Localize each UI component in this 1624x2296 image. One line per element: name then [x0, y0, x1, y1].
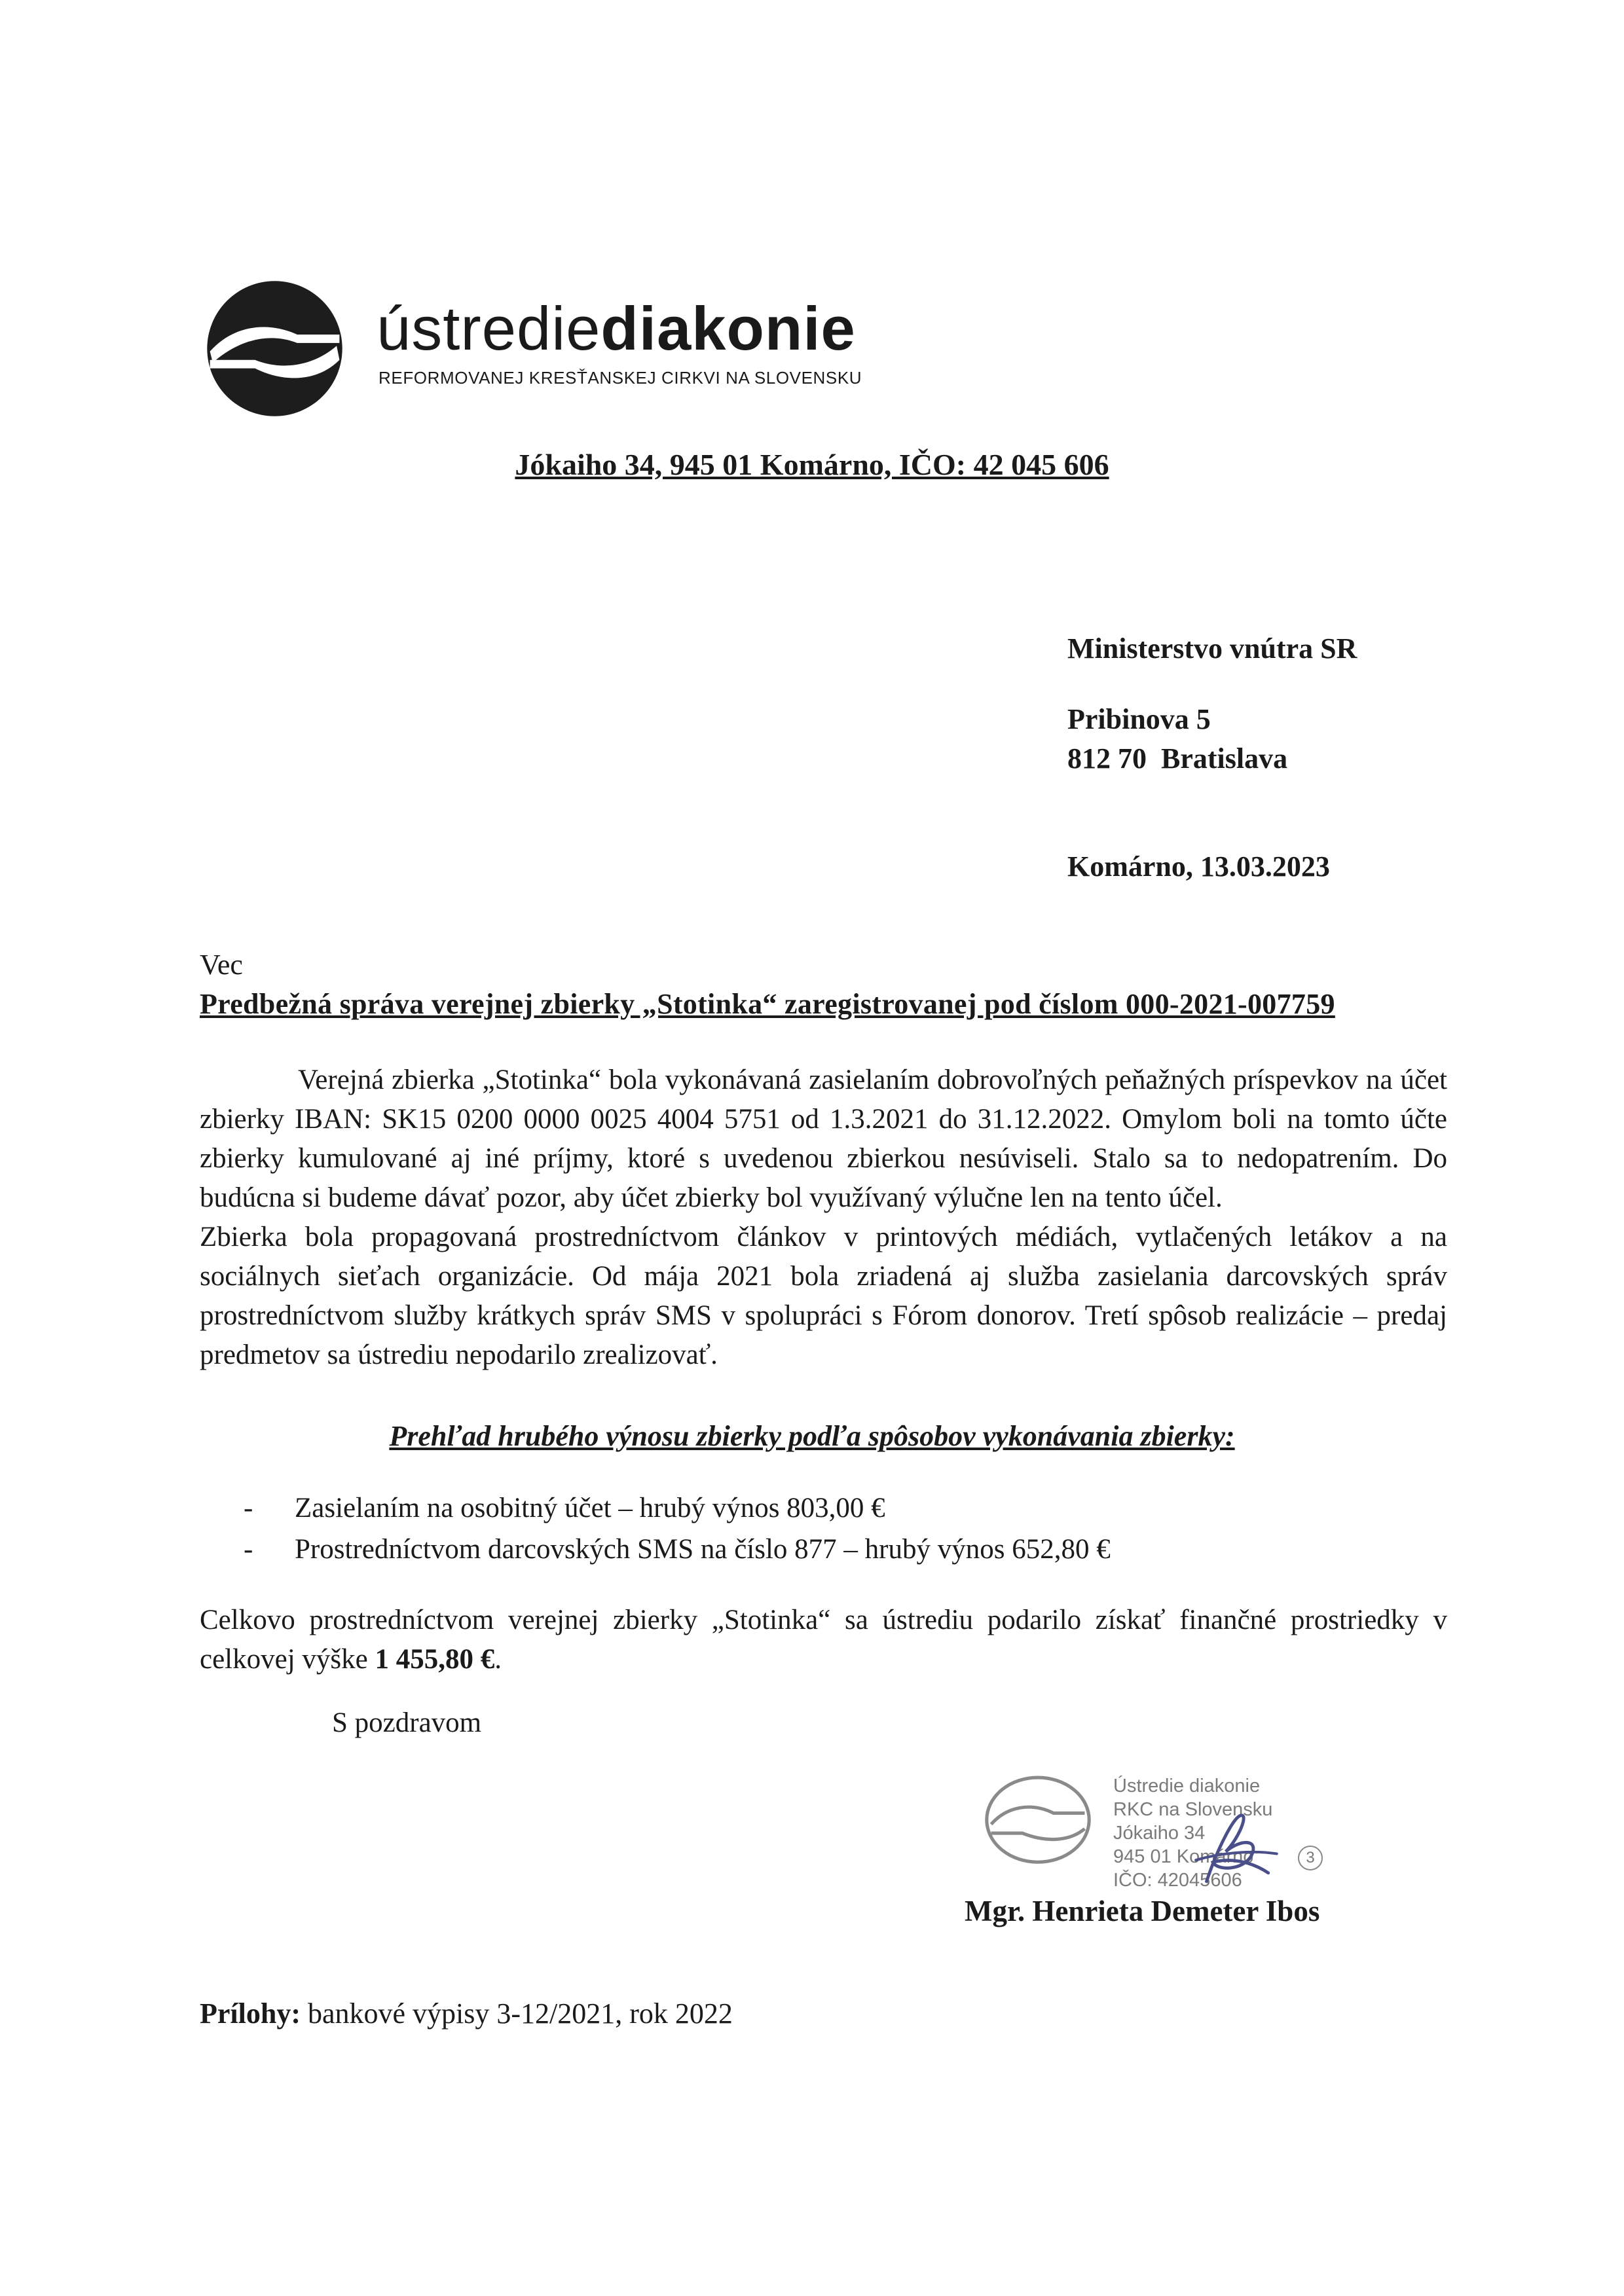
stamp-line: Ústredie diakonie: [1113, 1776, 1261, 1796]
summary-paragraph: [200, 1601, 1447, 1679]
overview-title: Prehľad hrubého výnosu zbierky podľa spôsobov vykonávania zbierky:: [389, 1420, 1235, 1452]
body-paragraph-1: Verejná zbierka „Stotinka“ bola vykonávaná zasielaním dobrovoľných peňažných príspevkov na účet zbierky IBAN: SK15 0200 0000 0025 4004 5751 od 1.3.2021 do 31.12.2022. Omylom boli na tomto účte zbierky kumulované aj iné príjmy, ktoré s uvedenou zbierkou nesúviseli. Stalo sa to nedopatrením. Do budúcna si budeme dávať pozor, aby účet zbierky bol využívaný výlučne len na tento účel.: [200, 1065, 1447, 1213]
signer-name: Mgr. Henrieta Demeter Ibos: [965, 1895, 1320, 1927]
overview-list: [244, 1487, 1111, 1570]
brand-name-bold: diakonie: [600, 294, 856, 363]
date-line: Komárno, 13.03.2023: [1067, 850, 1330, 883]
recipient-street: Pribinova 5: [1067, 703, 1211, 735]
attachments-label: Prílohy:: [200, 1997, 301, 2030]
attachments-text: bankové výpisy 3-12/2021, rok 2022: [300, 1997, 733, 2030]
stamp-line: RKC na Slovensku: [1113, 1799, 1273, 1820]
hands-logo-icon: [204, 278, 345, 419]
greeting: S pozdravom: [332, 1707, 482, 1738]
overview-item-1: Zasielaním na osobitný účet – hrubý výnos 803,00 €: [295, 1493, 885, 1523]
overview-item-2: Prostredníctvom darcovských SMS na číslo 877 – hrubý výnos 652,80 €: [295, 1534, 1111, 1565]
brand-tagline: REFORMOVANEJ KRESŤANSKEJ CIRKVI NA SLOVENSKU: [378, 368, 862, 388]
stamp-logo-icon: [982, 1773, 1094, 1868]
body-paragraph-2: Zbierka bola propagovaná prostredníctvom článkov v printových médiách, vytlačených letákov a na sociálnych sieťach organizácie. Od mája 2021 bola zriadená aj služba zasielania darcovských správ prostredníctvom služby krátkych správ SMS v spolupráci s Fórom donorov. Tretí spôsob realizácie – predaj predmetov sa ústrediu nepodarilo zrealizovať.: [200, 1222, 1447, 1370]
attachments-line: [200, 1997, 733, 2030]
brand-name: [377, 294, 856, 363]
recipient-city: 812 70 Bratislava: [1067, 742, 1288, 774]
organization-address: Jókaiho 34, 945 01 Komárno, IČO: 42 045 606: [515, 448, 1109, 481]
list-item: - Prostredníctvom darcovských SMS na číslo 877 – hrubý výnos 652,80 €: [244, 1529, 1111, 1570]
summary-total: 1 455,80 €: [375, 1644, 495, 1675]
signature-icon: [1172, 1807, 1283, 1892]
subject-title: Predbežná správa verejnej zbierky „Stotinka“ zaregistrovanej pod číslom 000-2021-007759: [200, 988, 1335, 1020]
subject-label: Vec: [200, 949, 243, 981]
summary-end: .: [494, 1644, 502, 1675]
summary-text: Celkovo prostredníctvom verejnej zbierky „Stotinka“ sa ústrediu podarilo získať finančné prostriedky v celkovej výške: [200, 1605, 1447, 1675]
letter-body: [200, 1061, 1447, 1375]
stamp-number: 3: [1298, 1846, 1323, 1870]
list-item: - Zasielaním na osobitný účet – hrubý výnos 803,00 €: [244, 1487, 1111, 1529]
recipient-name: Ministerstvo vnútra SR: [1067, 632, 1357, 665]
brand-name-light: ústredie: [377, 294, 601, 363]
stamp-line: Jókaiho 34: [1113, 1823, 1206, 1844]
stamp-line: 945 01 Komárno: [1113, 1846, 1254, 1867]
stamp-line: IČO: 42045606: [1113, 1870, 1242, 1891]
